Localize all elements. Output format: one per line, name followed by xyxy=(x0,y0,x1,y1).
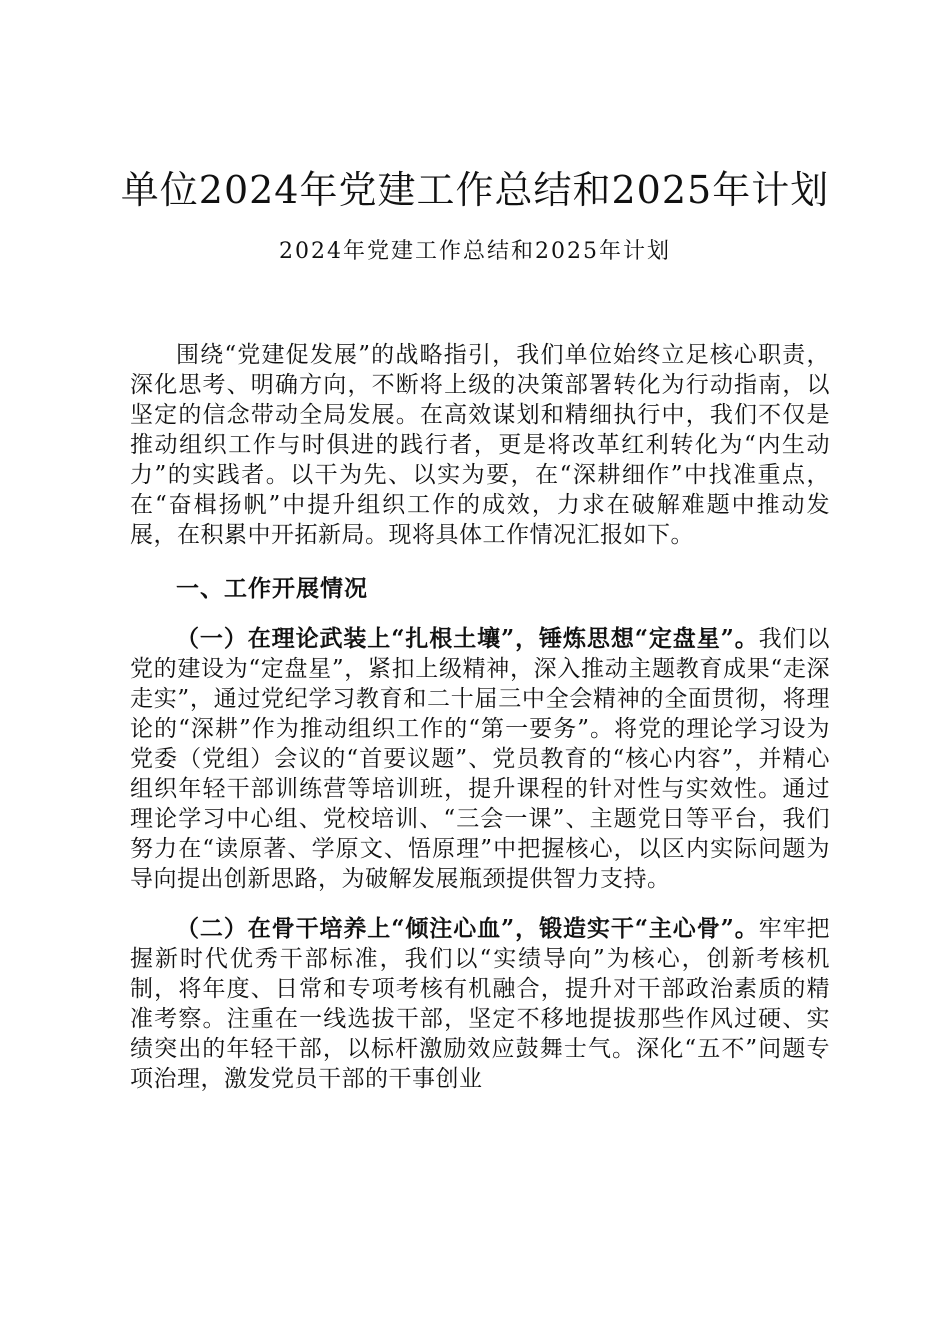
subsection-theory-heading: （一）在理论武装上“扎根土壤”，锤炼思想“定盘星”。 xyxy=(176,625,759,652)
document-body xyxy=(130,340,830,1094)
intro-paragraph: 围绕“党建促发展”的战略指引，我们单位始终立足核心职责，深化思考、明确方向，不断将上级的决策部署转化为行动指南，以坚定的信念带动全局发展。在高效谋划和精细执行中，我们不仅是推动组织工作与时俱进的践行者，更是将改革红利转化为“内生动力”的实践者。以干为先、以实为要，在“深耕细作”中找准重点，在“奋楫扬帆”中提升组织工作的成效，力求在破解难题中推动发展，在积累中开拓新局。现将具体工作情况汇报如下。 xyxy=(130,342,830,548)
subsection-theory-text: 我们以党的建设为“定盘星”，紧扣上级精神，深入推动主题教育成果“走深走实”，通过党纪学习教育和二十届三中全会精神的全面贯彻，将理论的“深耕”作为推动组织工作的“第一要务”。将党的理论学习设为党委（党组）会议的“首要议题”、党员教育的“核心内容”，并精心组织年轻干部训练营等培训班，提升课程的针对性与实效性。通过理论学习中心组、党校培训、“三会一课”、主题党日等平台，我们努力在“读原著、学原文、悟原理”中把握核心，以区内实际问题为导向提出创新思路，为破解发展瓶颈提供智力支持。 xyxy=(130,626,830,892)
subsection-cadre-heading: （二）在骨干培养上“倾注心血”，锻造实干“主心骨”。 xyxy=(176,915,759,942)
section-heading-work-progress: 一、工作开展情况 xyxy=(176,575,368,602)
document-title: 单位2024年党建工作总结和2025年计划 xyxy=(120,168,830,212)
subsection-cadre-text: 牢牢把握新时代优秀干部标准，我们以“实绩导向”为核心，创新考核机制，将年度、日常和专项考核有机融合，提升对干部政治素质的精准考察。注重在一线选拔干部，坚定不移地提拔那些作风过硬、实绩突出的年轻干部，以标杆激励效应鼓舞士气。深化“五不”问题专项治理，激发党员干部的干事创业 xyxy=(130,916,830,1092)
document-subtitle: 2024年党建工作总结和2025年计划 xyxy=(279,239,671,264)
subsection-cadre xyxy=(130,914,830,1094)
subsection-theory xyxy=(130,624,830,894)
